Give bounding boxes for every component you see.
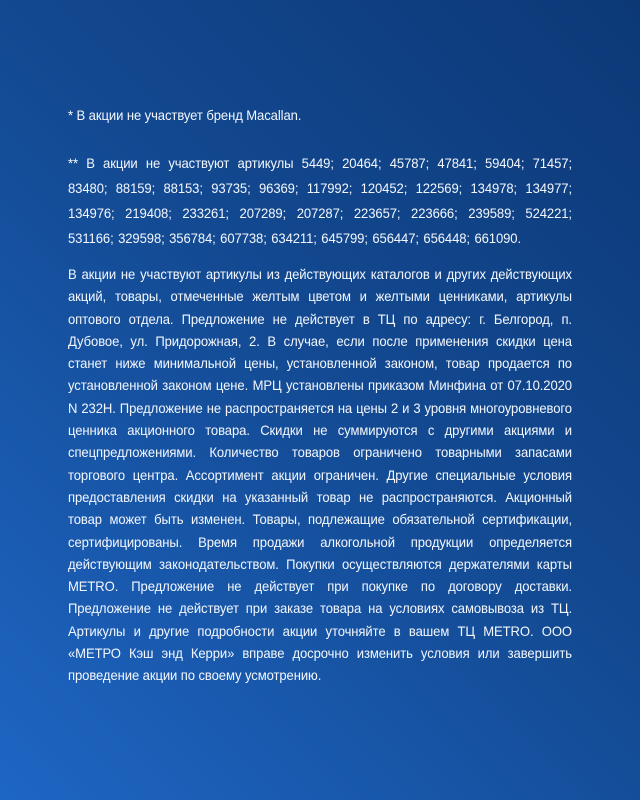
brand-exclusion-note: * В акции не участвует бренд Macallan. <box>68 107 302 123</box>
promo-terms-paragraph: В акции не участвуют артикулы из действующих каталогов и других действующих акций, товары, отмеченные желтым цветом и желтыми ценниками, артикулы оптового отдела. Предложение не действует в ТЦ по адресу: г. Белгород, п. Дубовое, ул. Придорожная, 2. В случае, если после применения скидки цена станет ниже минимальной цены, установленной законом, товар продается по установленной законом цене. МРЦ установлены приказом Минфина от 07.10.2020 N 232Н. Предложение не распространяется на цены 2 и 3 уровня многоуровневого ценника акционного товара. Скидки не суммируются с другими акциями и спецпредложениями. Количество товаров ограничено товарными запасами торгового центра. Ассортимент акции ограничен. Другие специальные условия предоставления скидки на указанный товар не распространяются. Акционный товар может быть изменен. Товары, подлежащие обязательной сертификации, сертифицированы. Время продажи алкогольной продукции определяется действующим законодательством. Покупки осуществляются держателями карты METRO. Предложение не действует при покупке по договору доставки. Предложение не действует при заказе товара на условиях самовывоза из ТЦ. Артикулы и другие подробности акции уточняйте в вашем ТЦ METRO. ООО «МЕТРО Кэш энд Керри» вправе досрочно изменить условия или завершить проведение акции по своему усмотрению. <box>68 266 572 684</box>
disclaimer-text-block <box>68 104 572 687</box>
article-exclusion-note: ** В акции не участвуют артикулы 5449; 20464; 45787; 47841; 59404; 71457; 83480; 88159; 88153; 93735; 96369; 117992; 120452; 122569; 134978; 134977; 134976; 219408; 233261; 207289; 207287; 223657; 223666; 239589; 524221; 531166; 329598; 356784; 607738; 634211; 645799; 656447; 656448; 661090. <box>68 155 572 246</box>
